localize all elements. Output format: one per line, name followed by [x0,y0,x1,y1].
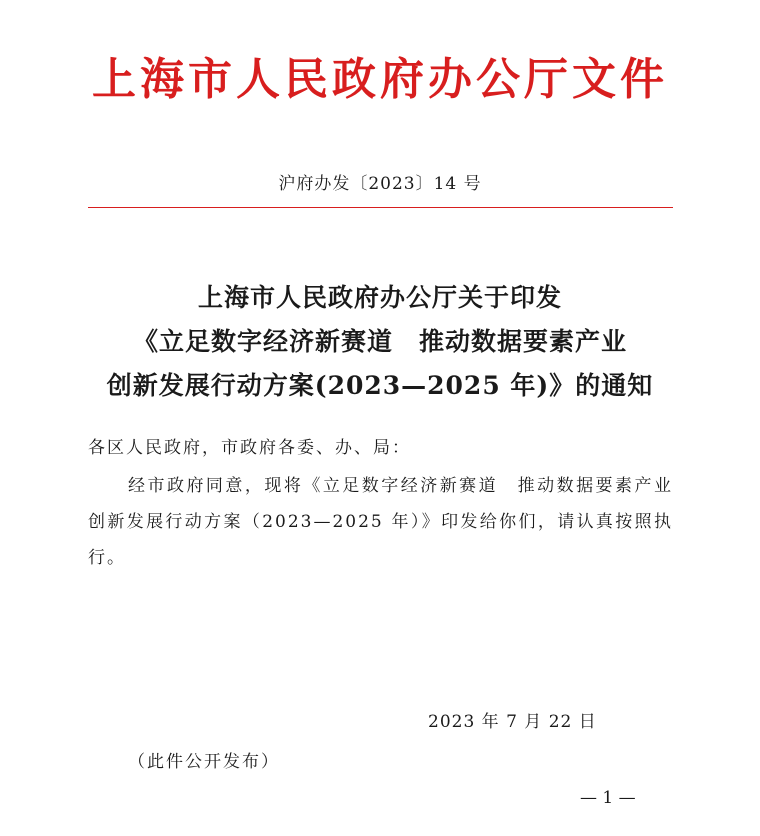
red-divider-line [88,207,673,208]
signature-date: 2023 年 7 月 22 日 [428,712,597,732]
notice-title-line-3: 创新发展行动方案(2023—2025 年)》的通知 [106,371,654,400]
page-number: — 1 — [580,788,636,808]
body-paragraph: 经市政府同意，现将《立足数字经济新赛道 推动数据要素产业创新发展行动方案（2023—2025 年）》印发给你们，请认真按照执行。 [88,476,673,568]
notice-title-line-2: 《立足数字经济新赛道 推动数据要素产业 [132,327,627,356]
document-number: 沪府办发〔2023〕14 号 [278,174,482,194]
publish-note: （此件公开发布） [128,752,280,772]
notice-title [0,276,760,408]
salutation: 各区人民政府，市政府各委、办、局： [88,438,411,458]
issuer-title: 上海市人民政府办公厅文件 [92,54,668,105]
notice-title-line-1: 上海市人民政府办公厅关于印发 [197,283,562,312]
